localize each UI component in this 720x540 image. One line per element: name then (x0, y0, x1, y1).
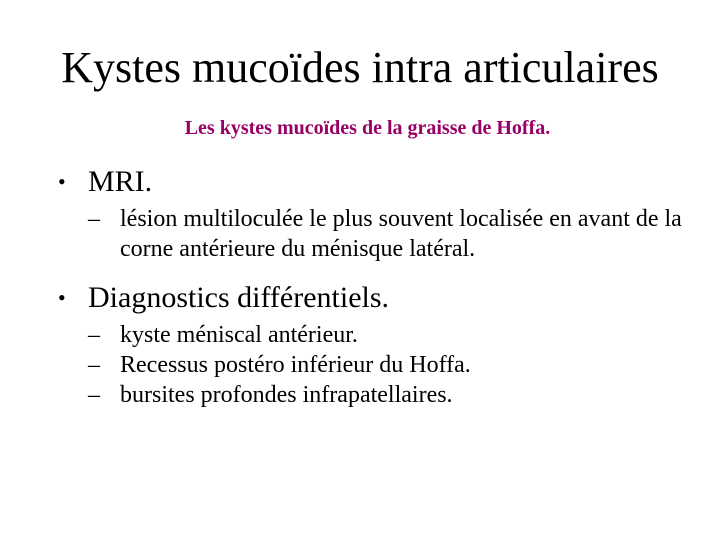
sub-item-text: lésion multiloculée le plus souvent localisée en avant de la corne antérieure du ménisque latéral. (120, 206, 682, 262)
sub-item (88, 380, 698, 410)
sub-list (88, 204, 698, 264)
bullet-item-diagnostics (58, 280, 698, 410)
sub-item (88, 204, 698, 264)
slide-subtitle: Les kystes mucoïdes de la graisse de Hoffa. (184, 117, 551, 139)
sub-item-text: kyste méniscal antérieur. (120, 322, 358, 348)
slide-title: Kystes mucoïdes intra articulaires (61, 43, 659, 92)
dash-icon: – (88, 382, 100, 408)
dash-icon: – (88, 206, 100, 232)
bullet-dot-icon: • (58, 285, 66, 310)
bullet-list (58, 164, 698, 426)
sub-list (88, 320, 698, 410)
bullet-text: MRI. (88, 165, 153, 198)
sub-item (88, 320, 698, 350)
dash-icon: – (88, 352, 100, 378)
bullet-item-mri (58, 164, 698, 264)
sub-item-text: Recessus postéro inférieur du Hoffa. (120, 352, 471, 378)
sub-item-text: bursites profondes infrapatellaires. (120, 382, 453, 408)
bullet-dot-icon: • (58, 169, 66, 194)
sub-item (88, 350, 698, 380)
dash-icon: – (88, 322, 100, 348)
bullet-text: Diagnostics différentiels. (88, 281, 390, 314)
